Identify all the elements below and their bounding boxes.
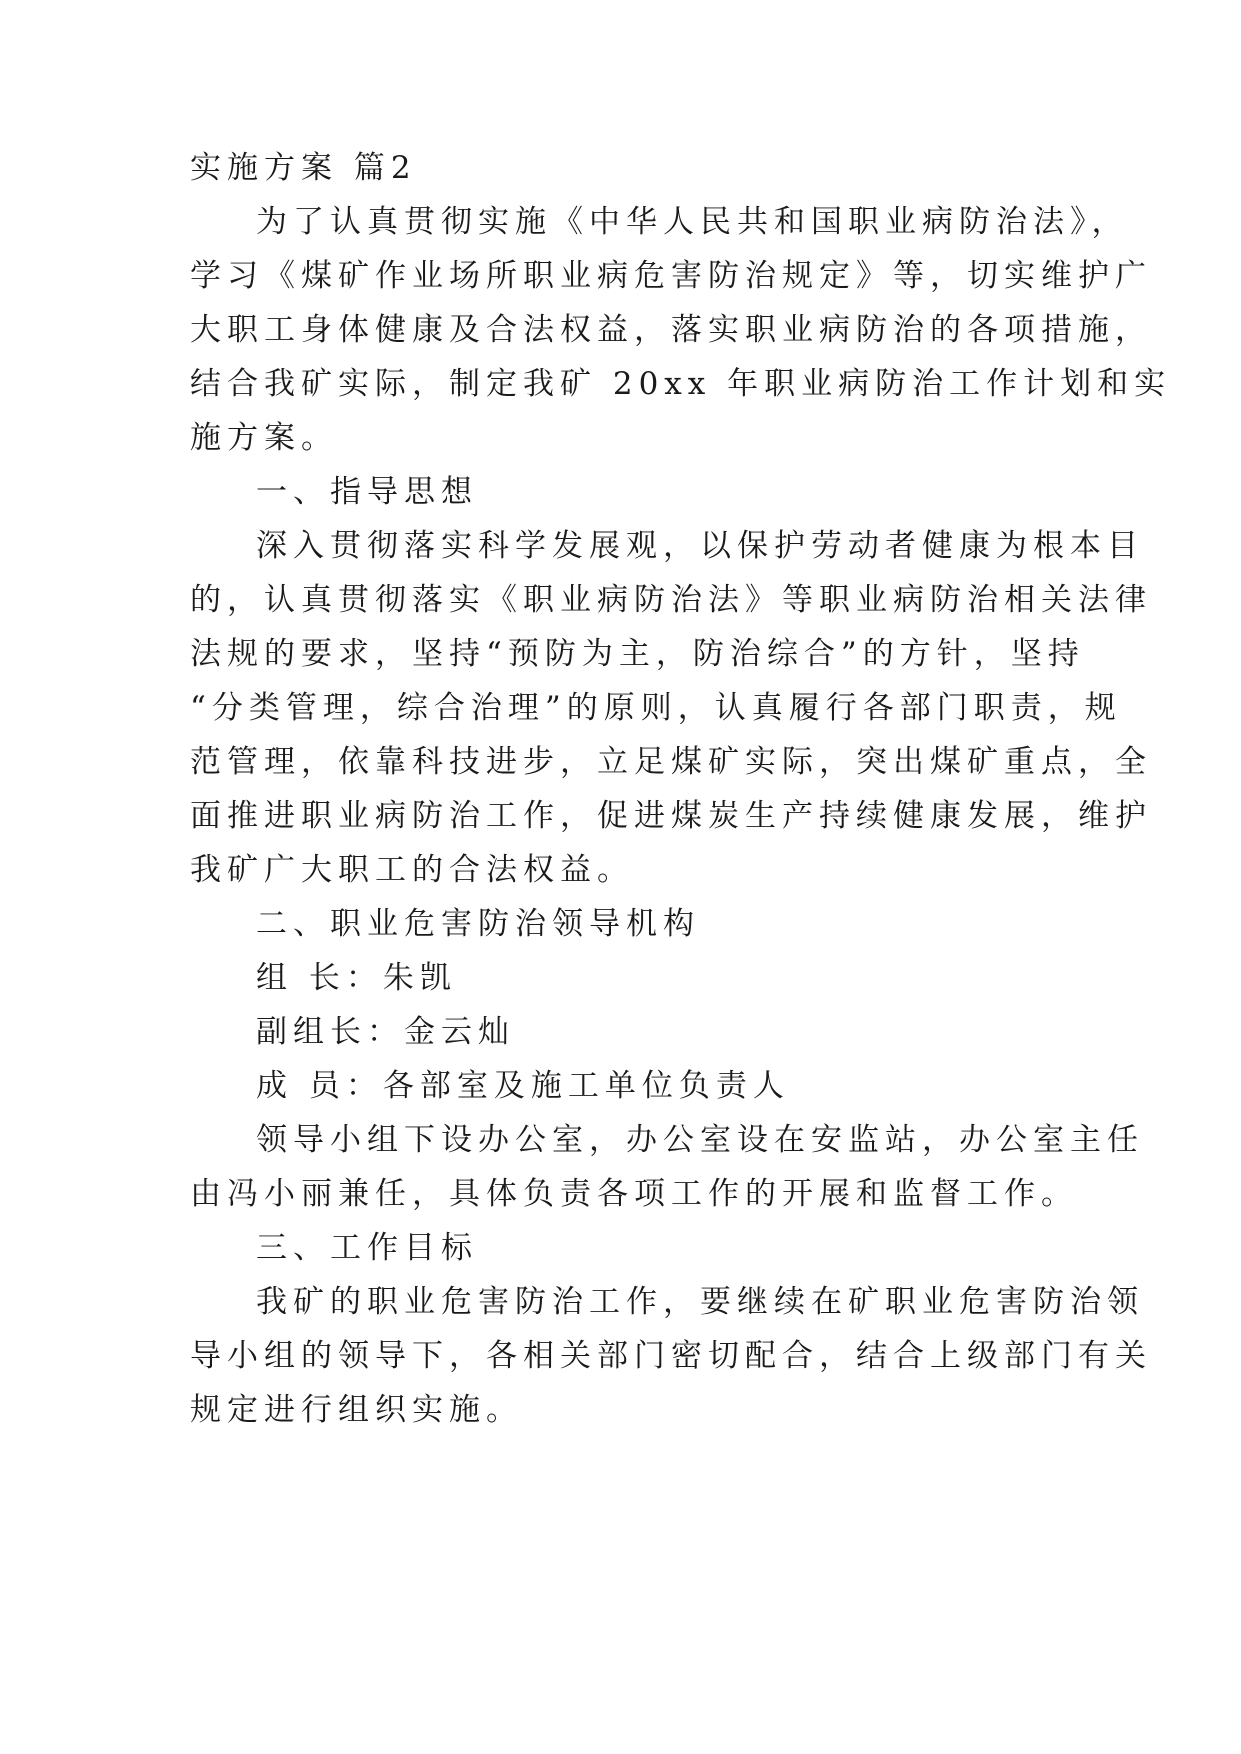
members-line: 成 员：各部室及施工单位负责人	[256, 1068, 790, 1104]
section-title: 一、指导思想	[256, 474, 478, 510]
section1-line: 面推进职业病防治工作，促进煤炭生产持续健康发展，维护	[190, 798, 1152, 834]
section-title: 二、职业危害防治领导机构	[256, 906, 700, 942]
leader-line: 组 长：朱凯	[256, 960, 457, 996]
section-title: 三、工作目标	[256, 1230, 478, 1266]
intro-line: 结合我矿实际，制定我矿 20xx 年职业病防治工作计划和实	[190, 366, 1172, 402]
intro-line: 学习《煤矿作业场所职业病危害防治规定》等，切实维护广	[190, 258, 1152, 294]
intro-line: 为了认真贯彻实施《中华人民共和国职业病防治法》，	[256, 204, 1129, 240]
intro-line: 大职工身体健康及合法权益，落实职业病防治的各项措施，	[190, 312, 1152, 348]
intro-line: 施方案。	[190, 420, 338, 456]
section1-line: 范管理，依靠科技进步，立足煤矿实际，突出煤矿重点，全	[190, 744, 1152, 780]
office-line: 由冯小丽兼任，具体负责各项工作的开展和监督工作。	[190, 1176, 1078, 1212]
section1-line: 我矿广大职工的合法权益。	[190, 852, 634, 888]
section3-line: 导小组的领导下，各相关部门密切配合，结合上级部门有关	[190, 1338, 1152, 1374]
deputy-line: 副组长：金云灿	[256, 1014, 515, 1050]
document-heading: 实施方案 篇2	[190, 150, 417, 186]
section1-line: 深入贯彻落实科学发展观，以保护劳动者健康为根本目	[256, 528, 1144, 564]
section1-line: “分类管理，综合治理”的原则，认真履行各部门职责，规	[190, 690, 1122, 726]
section1-line: 法规的要求，坚持“预防为主，防治综合”的方针，坚持	[190, 636, 1085, 672]
section1-line: 的，认真贯彻落实《职业病防治法》等职业病防治相关法律	[190, 582, 1152, 618]
section3-line: 我矿的职业危害防治工作，要继续在矿职业危害防治领	[256, 1284, 1144, 1320]
section3-line: 规定进行组织实施。	[190, 1392, 523, 1428]
office-line: 领导小组下设办公室，办公室设在安监站，办公室主任	[256, 1122, 1144, 1158]
